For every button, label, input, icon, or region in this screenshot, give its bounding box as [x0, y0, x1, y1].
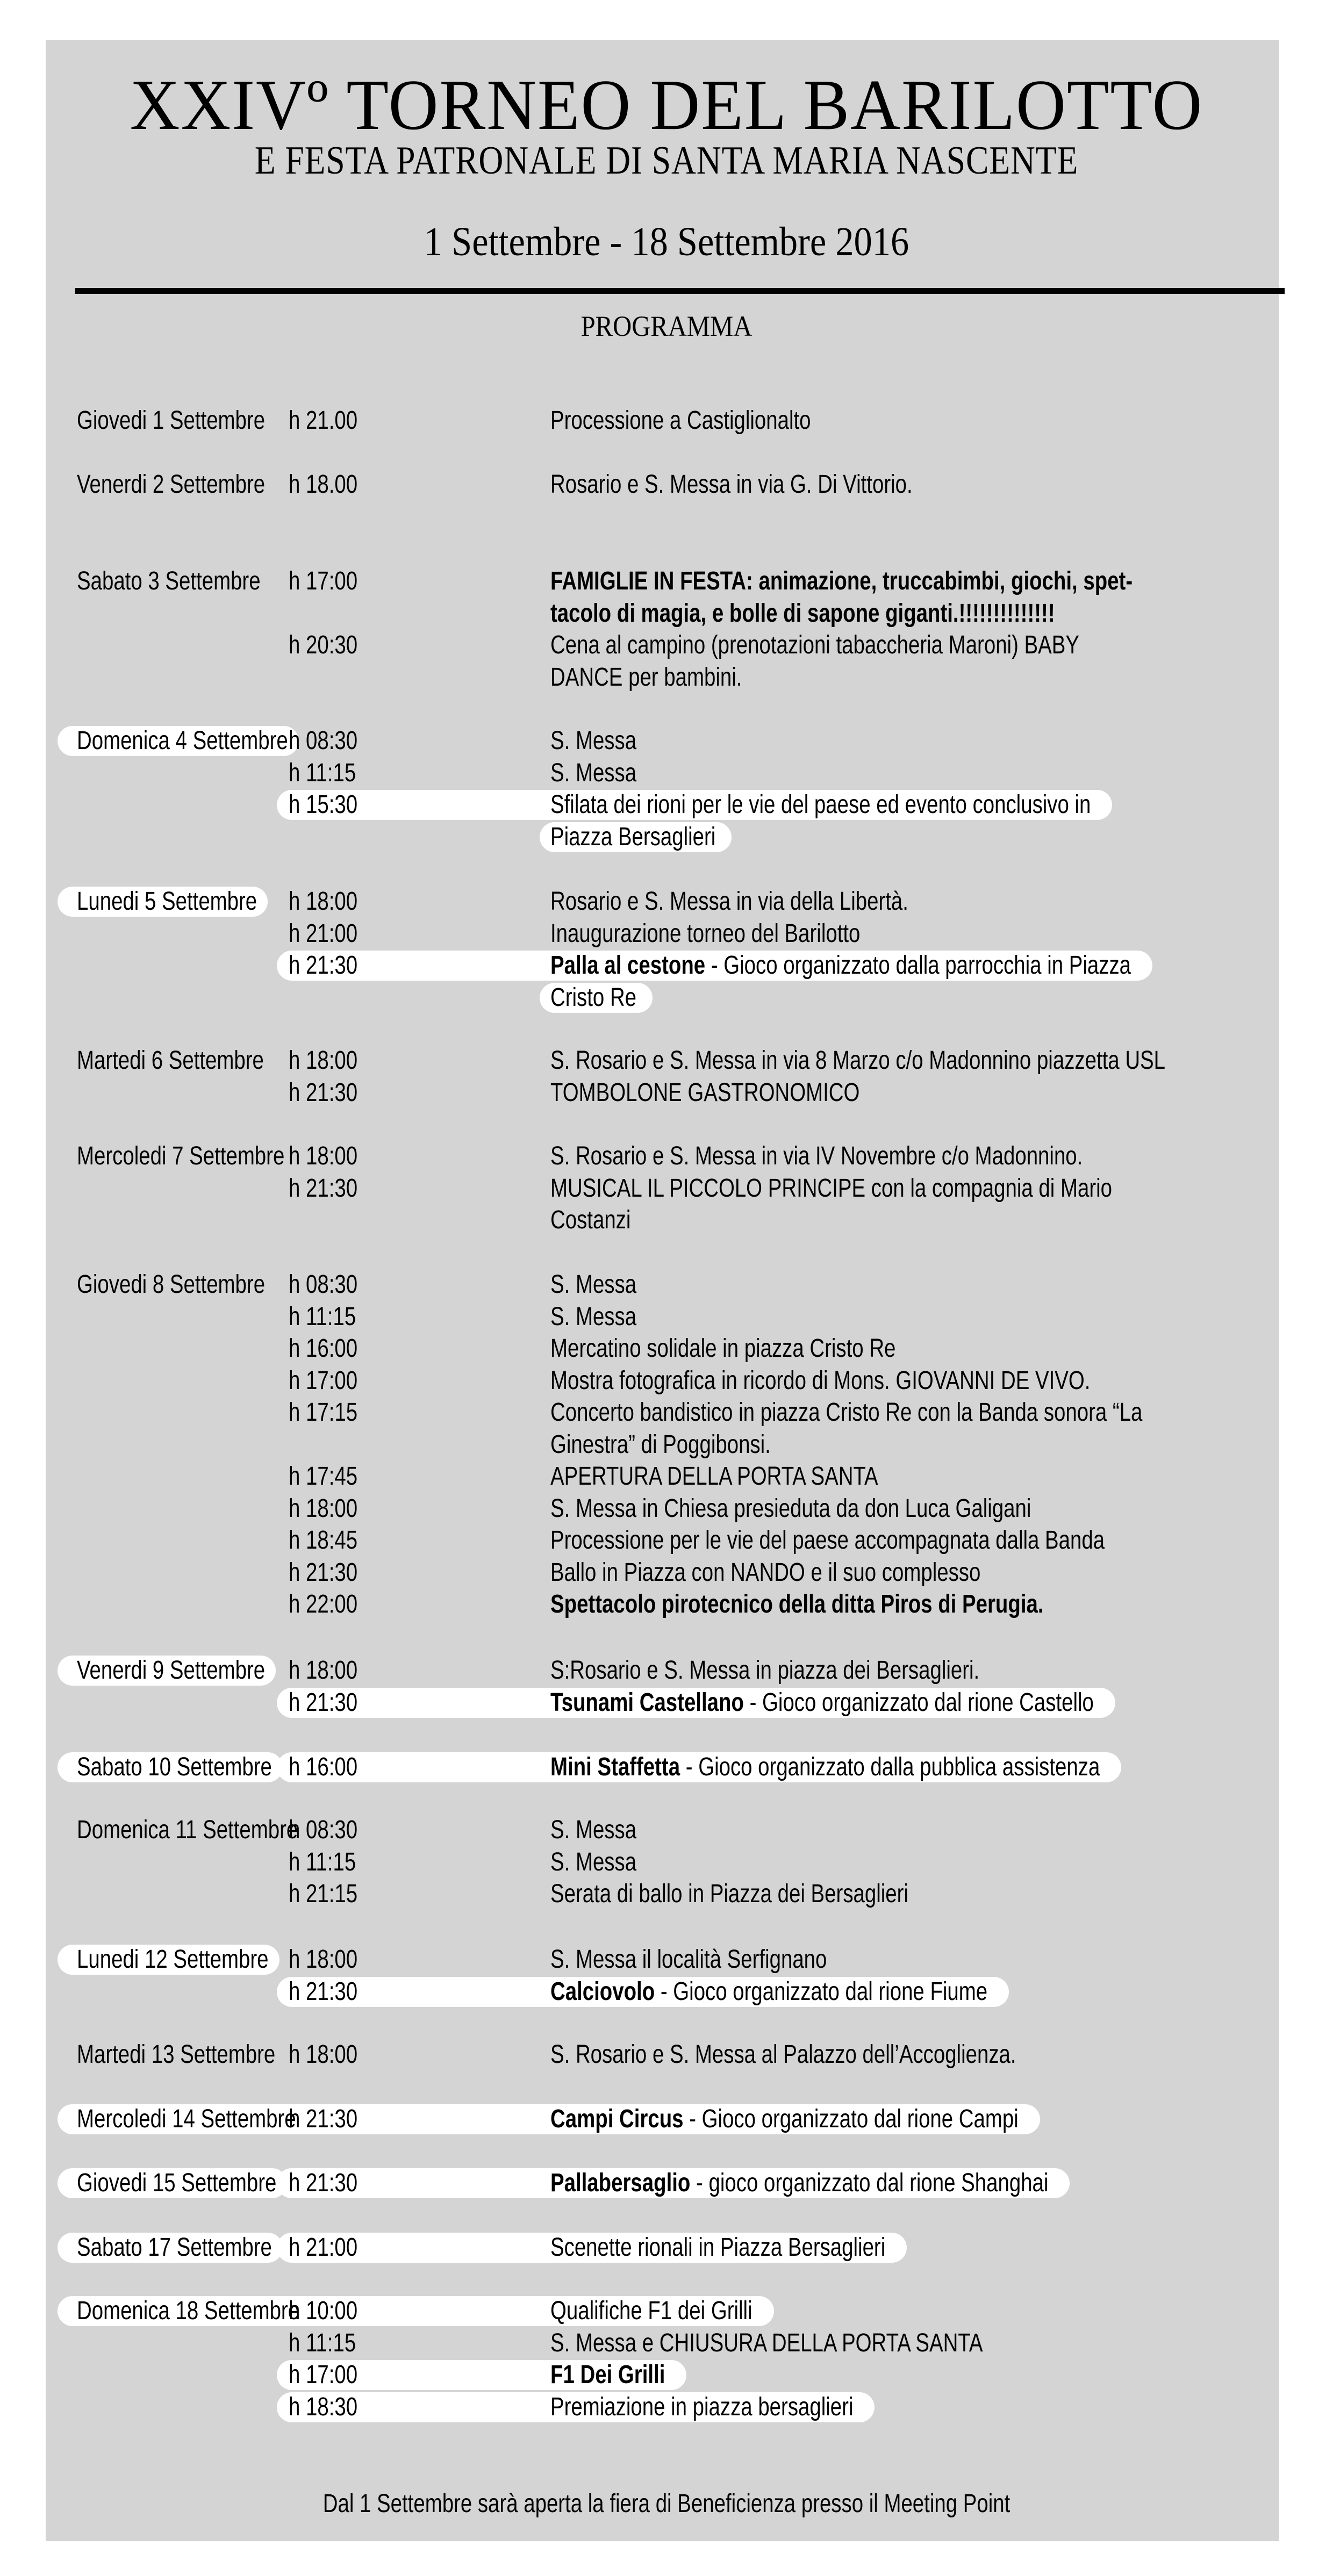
event-description: [550, 599, 1055, 629]
event-description: [550, 663, 742, 693]
event-description: [550, 470, 913, 500]
event-description: [550, 951, 1131, 981]
event-time: h 22:00: [289, 1590, 358, 1618]
event-description: [550, 1526, 1105, 1556]
event-description: [550, 1462, 878, 1492]
event-text: DANCE per bambini.: [550, 663, 742, 692]
event-time: h 21:30: [289, 951, 358, 980]
day-label: Domenica 4 Settembre: [77, 726, 288, 755]
event-text: S. Messa: [550, 1847, 637, 1876]
event-text: Rosario e S. Messa in via G. Di Vittorio.: [550, 470, 913, 499]
event-description: [550, 1589, 1044, 1620]
event-description: [550, 1752, 1100, 1782]
event-text: Concerto bandistico in piazza Cristo Re con la Banda sonora “La: [550, 1398, 1143, 1427]
event-text: Cena al campino (prenotazioni tabaccheria Maroni) BABY: [550, 631, 1079, 659]
event-time: h 17:00: [289, 1366, 358, 1395]
event-description: [550, 1078, 859, 1108]
event-text: - Gioco organizzato dal rione Castello: [743, 1688, 1094, 1717]
event-text: S. Rosario e S. Messa in via 8 Marzo c/o Madonnino piazzetta USL: [550, 1046, 1166, 1075]
event-text: Processione a Castiglionalto: [550, 406, 811, 435]
event-text: Serata di ballo in Piazza dei Bersaglieri: [550, 1880, 908, 1908]
event-text: Mostra fotografica in ricordo di Mons. GIOVANNI DE VIVO.: [550, 1366, 1091, 1395]
event-title-bold: Mini Staffetta: [550, 1753, 680, 1781]
event-text: S. Messa: [550, 726, 637, 755]
event-text: Mercatino solidale in piazza Cristo Re: [550, 1334, 896, 1363]
event-text: - Gioco organizzato dalla pubblica assistenza: [680, 1753, 1100, 1781]
event-text: Inaugurazione torneo del Barilotto: [550, 919, 861, 948]
event-time: h 21:30: [289, 2169, 358, 2197]
event-description: [550, 887, 908, 917]
event-description: [550, 1494, 1031, 1524]
event-title-bold: F1 Dei Grilli: [550, 2361, 665, 2389]
event-time: h 18:00: [289, 1494, 358, 1523]
day-label: Sabato 17 Settembre: [77, 2233, 272, 2262]
event-time: h 18:00: [289, 1046, 358, 1075]
event-description: [550, 1302, 636, 1332]
event-description: [550, 1656, 979, 1686]
event-title-bold: Spettacolo pirotecnico della ditta Piros di Perugia.: [550, 1590, 1044, 1618]
event-text: S. Messa: [550, 1270, 637, 1299]
event-description: [550, 1815, 636, 1845]
event-time: h 18:30: [289, 2392, 358, 2421]
event-title-bold: FAMIGLIE IN FESTA: animazione, truccabimbi, giochi, spet-: [550, 567, 1133, 595]
event-text: Costanzi: [550, 1206, 631, 1234]
day-label: Domenica 11 Settembre: [77, 1816, 298, 1844]
event-time: h 16:00: [289, 1753, 358, 1781]
event-time: h 21:15: [289, 1880, 358, 1908]
event-time: h 21:30: [289, 1174, 358, 1203]
event-time: h 21:30: [289, 1688, 358, 1717]
event-text: - Gioco organizzato dalla parrocchia in Piazza: [705, 951, 1131, 980]
event-time: h 17:45: [289, 1462, 358, 1491]
day-label: Giovedi 1 Settembre: [77, 406, 266, 435]
event-description: [550, 1558, 980, 1588]
event-description: [550, 2233, 885, 2263]
event-description: [550, 726, 636, 756]
event-time: h 18:00: [289, 1945, 358, 1974]
day-label: Sabato 3 Settembre: [77, 567, 261, 595]
event-text: S. Messa in Chiesa presieduta da don Luca Galigani: [550, 1494, 1031, 1523]
event-text: S. Messa: [550, 1816, 637, 1844]
event-time: h 21:00: [289, 2233, 358, 2262]
day-label: Venerdi 9 Settembre: [77, 1656, 266, 1685]
event-text: MUSICAL IL PICCOLO PRINCIPE con la compagnia di Mario: [550, 1174, 1112, 1203]
event-description: [550, 2392, 853, 2422]
event-time: h 08:30: [289, 1816, 358, 1844]
event-description: [550, 758, 636, 788]
event-title-bold: Pallabersaglio: [550, 2169, 691, 2197]
event-text: S:Rosario e S. Messa in piazza dei Bersaglieri.: [550, 1656, 980, 1685]
event-time: h 18:00: [289, 2040, 358, 2069]
event-text: Cristo Re: [550, 983, 637, 1012]
event-text: Premiazione in piazza bersaglieri: [550, 2392, 854, 2421]
section-label: PROGRAMMA: [580, 310, 752, 342]
event-description: [550, 406, 811, 436]
event-description: [550, 1334, 895, 1364]
event-description: [550, 1847, 636, 1877]
event-description: [550, 822, 715, 852]
event-description: [550, 2104, 1019, 2134]
event-description: [550, 790, 1091, 820]
day-label: Mercoledi 14 Settembre: [77, 2105, 296, 2133]
event-text: Piazza Bersaglieri: [550, 822, 716, 851]
event-description: [550, 1270, 636, 1300]
event-description: [550, 2168, 1048, 2198]
event-time: h 18.00: [289, 470, 358, 499]
event-time: h 17:00: [289, 2361, 358, 2389]
event-description: [550, 2296, 752, 2326]
event-text: Qualifiche F1 dei Grilli: [550, 2297, 752, 2325]
day-label: Martedi 6 Settembre: [77, 1046, 264, 1075]
event-time: h 17:00: [289, 567, 358, 595]
event-time: h 08:30: [289, 726, 358, 755]
event-text: S. Messa: [550, 1302, 637, 1331]
event-description: [550, 1945, 827, 1975]
day-label: Domenica 18 Settembre: [77, 2297, 300, 2325]
event-time: h 15:30: [289, 790, 358, 819]
day-label: Mercoledi 7 Settembre: [77, 1142, 285, 1170]
event-time: h 17:15: [289, 1398, 358, 1427]
event-text: Rosario e S. Messa in via della Libertà.: [550, 887, 908, 916]
event-description: [550, 630, 1079, 660]
event-title-bold: Calciovolo: [550, 1977, 655, 2006]
day-label: Lunedi 12 Settembre: [77, 1945, 269, 1974]
event-time: h 21:30: [289, 1078, 358, 1107]
event-title-bold: Palla al cestone: [550, 951, 706, 980]
event-text: S. Messa il località Serfignano: [550, 1945, 827, 1974]
event-description: [550, 1366, 1090, 1396]
event-description: [550, 2360, 665, 2390]
event-time: h 18:00: [289, 1142, 358, 1170]
event-time: h 11:15: [289, 758, 356, 787]
event-time: h 21:30: [289, 1977, 358, 2006]
day-label: Martedi 13 Settembre: [77, 2040, 276, 2069]
event-text: Ginestra” di Poggibonsi.: [550, 1430, 771, 1459]
event-time: h 21:30: [289, 2105, 358, 2133]
event-time: h 18:45: [289, 1526, 358, 1555]
event-time: h 11:15: [289, 2328, 356, 2357]
event-title-bold: Tsunami Castellano: [550, 1688, 744, 1717]
event-text: Sfilata dei rioni per le vie del paese ed evento conclusivo in: [550, 790, 1091, 819]
event-time: h 21.00: [289, 406, 358, 435]
event-time: h 18:00: [289, 1656, 358, 1685]
event-title: XXIVº TORNEO DEL BARILOTTO: [130, 65, 1203, 145]
header-divider: [75, 288, 1285, 294]
event-description: [550, 983, 636, 1013]
event-text: S. Rosario e S. Messa al Palazzo dell’Accoglienza.: [550, 2040, 1016, 2069]
event-text: - Gioco organizzato dal rione Fiume: [655, 1977, 988, 2006]
event-description: [550, 566, 1133, 596]
event-description: [550, 919, 860, 949]
event-text: Processione per le vie del paese accompagnata dalla Banda: [550, 1526, 1105, 1555]
event-text: - Gioco organizzato dal rione Campi: [683, 2105, 1019, 2133]
event-time: h 20:30: [289, 631, 358, 659]
day-label: Lunedi 5 Settembre: [77, 887, 257, 916]
event-text: Ballo in Piazza con NANDO e il suo complesso: [550, 1558, 981, 1587]
event-text: - gioco organizzato dal rione Shanghai: [690, 2169, 1049, 2197]
event-description: [550, 2040, 1016, 2070]
event-time: h 16:00: [289, 1334, 358, 1363]
event-time: h 21:00: [289, 919, 358, 948]
day-label: Giovedi 15 Settembre: [77, 2169, 277, 2197]
event-time: h 11:15: [289, 1847, 356, 1876]
event-text: Scenette rionali in Piazza Bersaglieri: [550, 2233, 886, 2262]
event-text: S. Messa: [550, 758, 637, 787]
footer-note: Dal 1 Settembre sarà aperta la fiera di Beneficienza presso il Meeting Point: [322, 2489, 1010, 2518]
event-text: S. Messa e CHIUSURA DELLA PORTA SANTA: [550, 2328, 983, 2357]
event-time: h 11:15: [289, 1302, 356, 1331]
event-text: APERTURA DELLA PORTA SANTA: [550, 1462, 878, 1491]
event-description: [550, 1398, 1142, 1428]
event-time: h 08:30: [289, 1270, 358, 1299]
event-description: [550, 1046, 1165, 1076]
event-description: [550, 1430, 771, 1460]
event-text: S. Rosario e S. Messa in via IV Novembre c/o Madonnino.: [550, 1142, 1083, 1170]
day-label: Giovedi 8 Settembre: [77, 1270, 266, 1299]
event-dates: 1 Settembre - 18 Settembre 2016: [424, 219, 909, 264]
day-label: Venerdi 2 Settembre: [77, 470, 266, 499]
event-time: h 18:00: [289, 887, 358, 916]
event-title-bold: Campi Circus: [550, 2105, 684, 2133]
event-description: [550, 1141, 1083, 1171]
event-description: [550, 1977, 987, 2007]
event-description: [550, 1174, 1112, 1204]
event-title-bold: tacolo di magia, e bolle di sapone giganti.!!!!!!!!!!!!!!: [550, 599, 1055, 628]
event-time: h 10:00: [289, 2297, 358, 2325]
day-label: Sabato 10 Settembre: [77, 1753, 272, 1781]
event-time: h 21:30: [289, 1558, 358, 1587]
event-description: [550, 1879, 908, 1909]
event-subtitle: E FESTA PATRONALE DI SANTA MARIA NASCENTE: [254, 139, 1079, 183]
event-description: [550, 1688, 1094, 1718]
event-text: TOMBOLONE GASTRONOMICO: [550, 1078, 860, 1107]
event-description: [550, 2328, 983, 2358]
event-description: [550, 1205, 630, 1235]
